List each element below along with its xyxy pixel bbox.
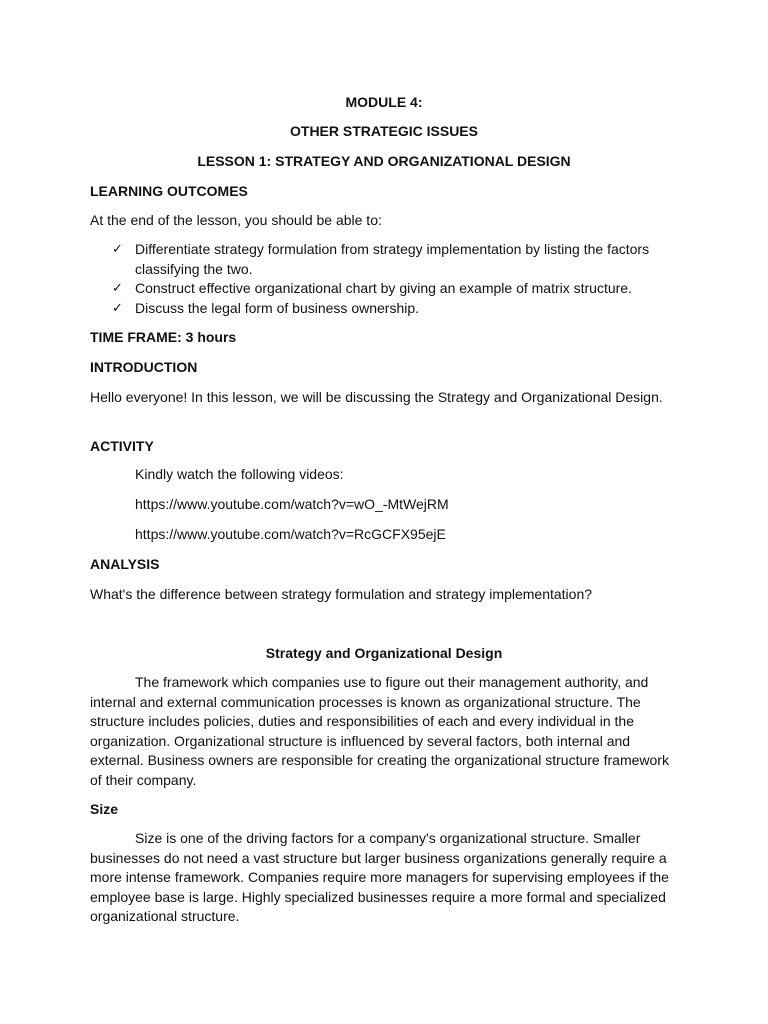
list-item (112, 240, 692, 279)
list-item-text: Discuss the legal form of business ownership. (135, 299, 420, 316)
introduction-text: Hello everyone! In this lesson, we will be discussing the Strategy and Organizational Design. (90, 389, 663, 405)
activity-heading: ACTIVITY (90, 438, 154, 454)
learning-outcomes-heading: LEARNING OUTCOMES (90, 183, 248, 199)
module-subtitle: OTHER STRATEGIC ISSUES (290, 123, 478, 139)
learning-outcomes-intro: At the end of the lesson, you should be able to: (90, 212, 382, 228)
list-item-text: Construct effective organizational chart by giving an example of matrix structure. (135, 280, 632, 296)
list-item (112, 279, 692, 299)
module-title: MODULE 4: (345, 94, 423, 110)
activity-instruction: Kindly watch the following videos: (135, 466, 344, 482)
list-item (112, 299, 692, 319)
time-frame: TIME FRAME: 3 hours (90, 329, 237, 345)
check-mark-icon: ✓ (112, 300, 123, 316)
introduction-heading: INTRODUCTION (90, 359, 198, 375)
check-mark-icon: ✓ (112, 242, 123, 257)
video-link[interactable]: https://www.youtube.com/watch?v=RcGCFX95ejE (135, 526, 446, 542)
lesson-title: LESSON 1: STRATEGY AND ORGANIZATIONAL DESIGN (197, 153, 571, 169)
section-title: Strategy and Organizational Design (265, 645, 503, 661)
check-mark-icon: ✓ (112, 281, 123, 296)
section-paragraph: The framework which companies use to figure out their management authority, and internal and external communication processes is known as organizational structure. The structure includes policies, duties and responsibilities of each and every individual in the organization. Organizational structure is influenced by several factors, both internal and external. Business owners are responsible for creating the organizational structure framework of their company. (90, 674, 669, 788)
analysis-heading: ANALYSIS (90, 556, 160, 572)
size-paragraph: Size is one of the driving factors for a company's organizational structure. Smaller businesses do not need a vast structure but larger business organizations generally require a more intense framework. Companies require more managers for supervising employees if the employee base is large. Highly specialized businesses require a more formal and specialized organizational structure. (90, 830, 669, 924)
analysis-question: What's the difference between strategy formulation and strategy implementation? (90, 586, 593, 602)
learning-outcomes-list (112, 240, 692, 318)
video-link[interactable]: https://www.youtube.com/watch?v=wO_-MtWejRM (135, 496, 449, 512)
size-heading: Size (90, 801, 119, 817)
list-item-text: Differentiate strategy formulation from strategy implementation by listing the factors classifying the two. (135, 241, 650, 277)
